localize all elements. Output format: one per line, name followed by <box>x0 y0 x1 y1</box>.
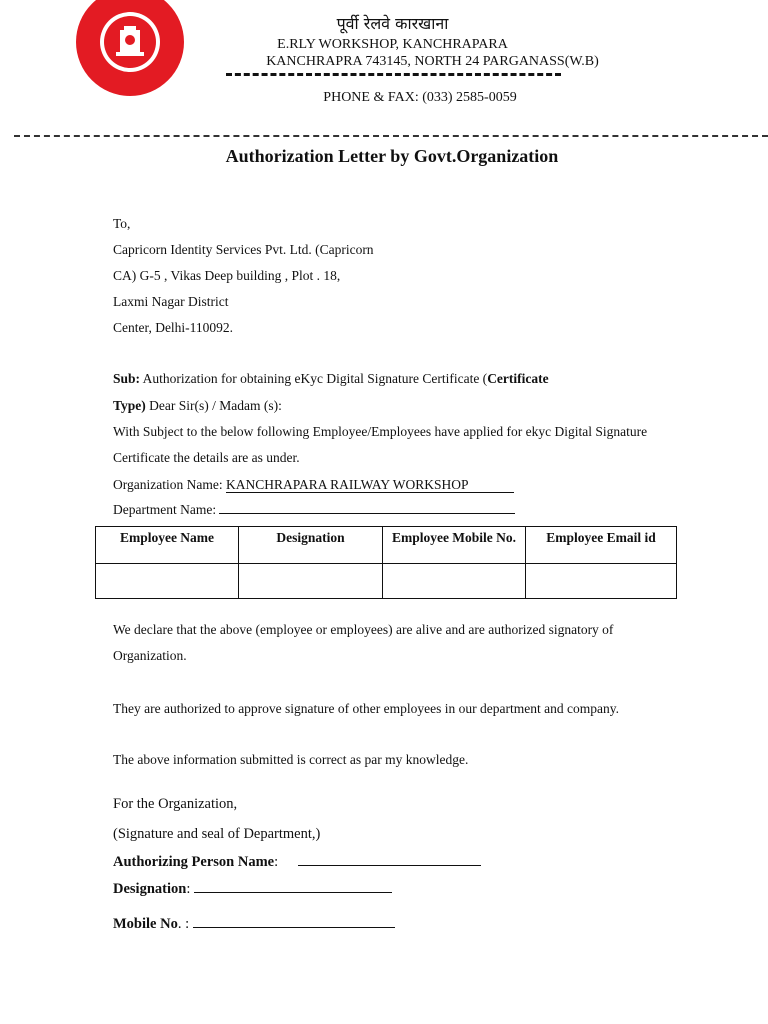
designation-field <box>194 880 392 893</box>
salutation: Dear Sir(s) / Madam (s): <box>145 398 282 413</box>
intro-line-1: With Subject to the below following Employee/Employees have applied for ekyc Digital Signature <box>113 424 648 439</box>
column-header-mobile: Employee Mobile No. <box>383 527 526 564</box>
table-header-row <box>96 527 677 564</box>
column-header-email: Employee Email id <box>526 527 677 564</box>
signature-seal-note: (Signature and seal of Department,) <box>113 826 321 842</box>
column-header-employee-name: Employee Name <box>96 527 239 564</box>
mobile-label: Mobile No <box>113 916 178 932</box>
organization-name-row <box>113 477 514 493</box>
header-divider-short <box>226 73 561 76</box>
address-line-2: CA) G-5 , Vikas Deep building , Plot . 18, <box>113 268 341 283</box>
indian-railways-logo <box>76 0 184 96</box>
header-divider <box>14 135 768 137</box>
header-hindi: पूर्वी रेलवे कारखाना <box>336 14 449 33</box>
designation-cell <box>239 564 383 599</box>
address-line-1: Capricorn Identity Services Pvt. Ltd. (Capricorn <box>113 242 374 257</box>
subject-bold-type: Type) <box>113 398 146 413</box>
header-address: KANCHRAPRA 743145, NORTH 24 PARGANASS(W.B) <box>266 54 599 69</box>
mobile-row <box>113 915 395 933</box>
subject-line <box>113 371 549 387</box>
mobile-colon: . : <box>177 916 193 932</box>
employee-table <box>95 526 677 599</box>
mobile-field <box>193 915 395 928</box>
authorizing-person-row <box>113 853 481 871</box>
organization-name-value: KANCHRAPARA RAILWAY WORKSHOP <box>226 478 514 493</box>
organization-name-label: Organization Name: <box>113 477 226 492</box>
declaration-line-1: We declare that the above (employee or employees) are alive and are authorized signatory of <box>113 622 614 637</box>
declaration-line-2: Organization. <box>113 648 187 663</box>
employee-name-cell <box>96 564 239 599</box>
address-line-3: Laxmi Nagar District <box>113 294 229 309</box>
designation-label: Designation <box>113 881 187 897</box>
subject-line-2 <box>113 398 282 414</box>
department-name-field <box>219 501 515 514</box>
subject-label: Sub: <box>113 371 141 386</box>
for-organization: For the Organization, <box>113 796 238 812</box>
designation-row <box>113 880 392 898</box>
letter-title: Authorization Letter by Govt.Organization <box>225 146 559 166</box>
authorizing-person-label: Authorizing Person Name <box>113 854 275 870</box>
declaration-line-3: They are authorized to approve signature of other employees in our department and company. <box>113 701 619 716</box>
table-row <box>96 564 677 599</box>
department-name-label: Department Name: <box>113 502 220 517</box>
address-line-4: Center, Delhi-110092. <box>113 320 234 335</box>
authorizing-person-colon: : <box>274 854 279 870</box>
authorizing-person-field <box>298 853 481 866</box>
department-name-row <box>113 501 515 518</box>
address-to: To, <box>113 216 131 231</box>
subject-bold-certificate: Certificate <box>487 371 549 386</box>
designation-colon: : <box>186 881 194 897</box>
column-header-designation: Designation <box>239 527 383 564</box>
declaration-line-4: The above information submitted is correct as par my knowledge. <box>113 752 469 767</box>
header-workshop: E.RLY WORKSHOP, KANCHRAPARA <box>277 37 508 52</box>
subject-text: Authorization for obtaining eKyc Digital Signature Certificate ( <box>140 371 488 386</box>
header-phone: PHONE & FAX: (033) 2585-0059 <box>323 90 517 105</box>
intro-line-2: Certificate the details are as under. <box>113 450 300 465</box>
email-cell <box>526 564 677 599</box>
mobile-cell <box>383 564 526 599</box>
